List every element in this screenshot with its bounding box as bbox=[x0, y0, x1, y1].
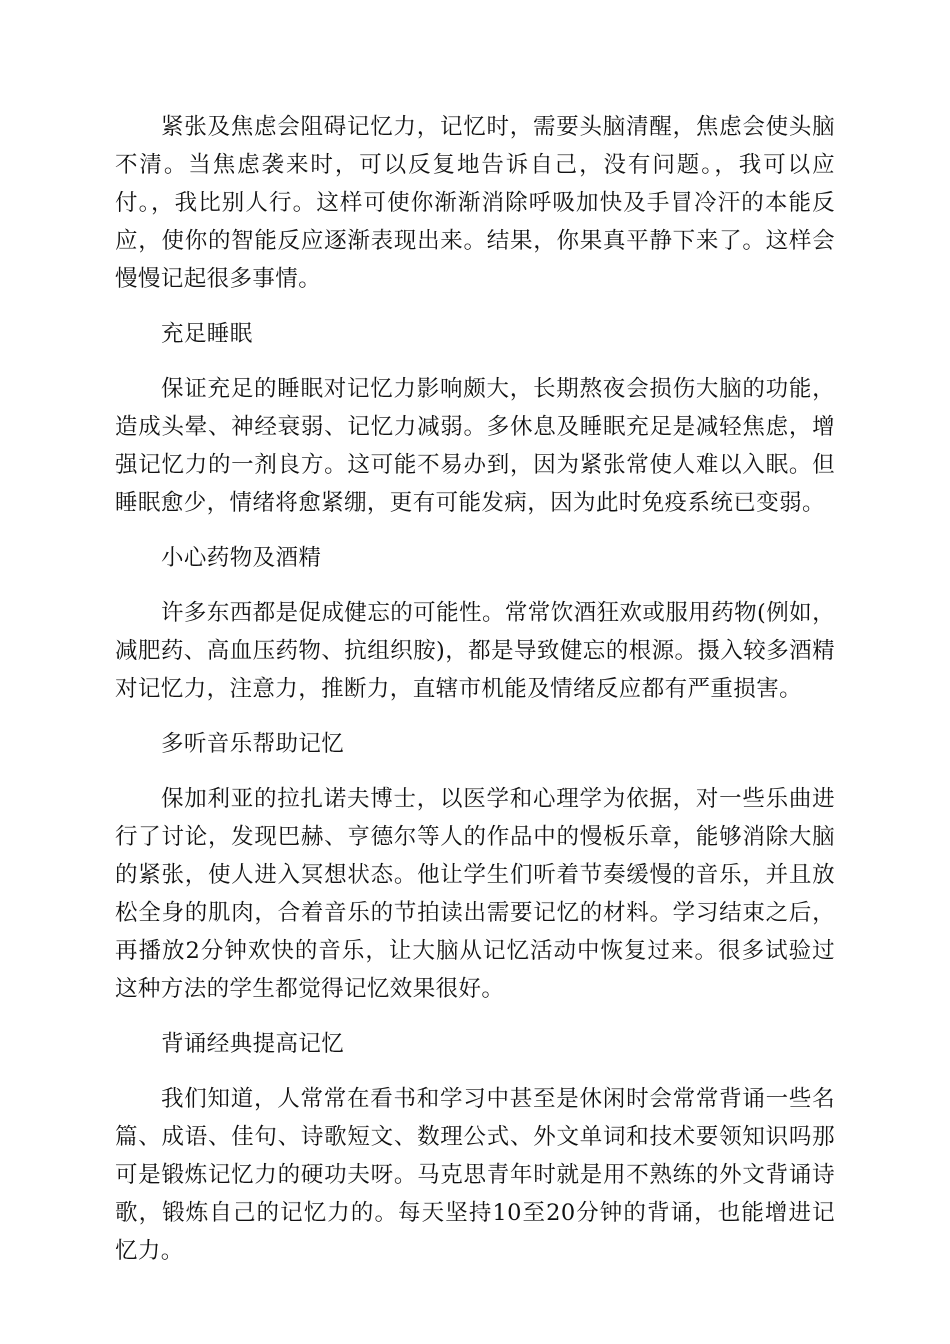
paragraph-anxiety: 紧张及焦虑会阻碍记忆力，记忆时，需要头脑清醒，焦虑会使头脑不清。当焦虑袭来时，可以反复地告诉自己，没有问题。，我可以应付。，我比别人行。这样可使你渐渐消除呼吸加快及手冒冷汗的本能反应，使你的智能反应逐渐表现出来。结果，你果真平静下来了。这样会慢慢记起很多事情。 bbox=[115, 114, 835, 292]
heading-medication-alcohol: 小心药物及酒精 bbox=[161, 545, 322, 571]
paragraph-sleep: 保证充足的睡眠对记忆力影响颇大，长期熬夜会损伤大脑的功能，造成头晕、神经衰弱、记忆力减弱。多休息及睡眠充足是减轻焦虑，增强记忆力的一剂良方。这可能不易办到，因为紧张常使人难以入眠。但睡眠愈少，情绪将愈紧绷，更有可能发病，因为此时免疫系统已变弱。 bbox=[115, 376, 835, 516]
heading-music: 多听音乐帮助记忆 bbox=[161, 731, 345, 757]
paragraph-medication-alcohol: 许多东西都是促成健忘的可能性。常常饮酒狂欢或服用药物(例如，减肥药、高血压药物、抗组织胺)，都是导致健忘的根源。摄入较多酒精对记忆力，注意力，推断力，直辖市机能及情绪反应都有严重损害。 bbox=[115, 600, 835, 702]
paragraph-recitation: 我们知道，人常常在看书和学习中甚至是休闲时会常常背诵一些名篇、成语、佳句、诗歌短文、数理公式、外文单词和技术要领知识吗那可是锻炼记忆力的硬功夫呀。马克思青年时就是用不熟练的外文背诵诗歌，锻炼自己的记忆力的。每天坚持10至20分钟的背诵，也能增进记忆力。 bbox=[115, 1086, 835, 1264]
paragraph-music: 保加利亚的拉扎诺夫博士，以医学和心理学为依据，对一些乐曲进行了讨论，发现巴赫、亨德尔等人的作品中的慢板乐章，能够消除大脑的紧张，使人进入冥想状态。他让学生们听着节奏缓慢的音乐，并且放松全身的肌肉，合着音乐的节拍读出需要记忆的材料。学习结束之后，再播放2分钟欢快的音乐，让大脑从记忆活动中恢复过来。很多试验过这种方法的学生都觉得记忆效果很好。 bbox=[115, 786, 835, 1002]
heading-recitation: 背诵经典提高记忆 bbox=[161, 1031, 345, 1057]
heading-sleep: 充足睡眠 bbox=[161, 321, 253, 347]
